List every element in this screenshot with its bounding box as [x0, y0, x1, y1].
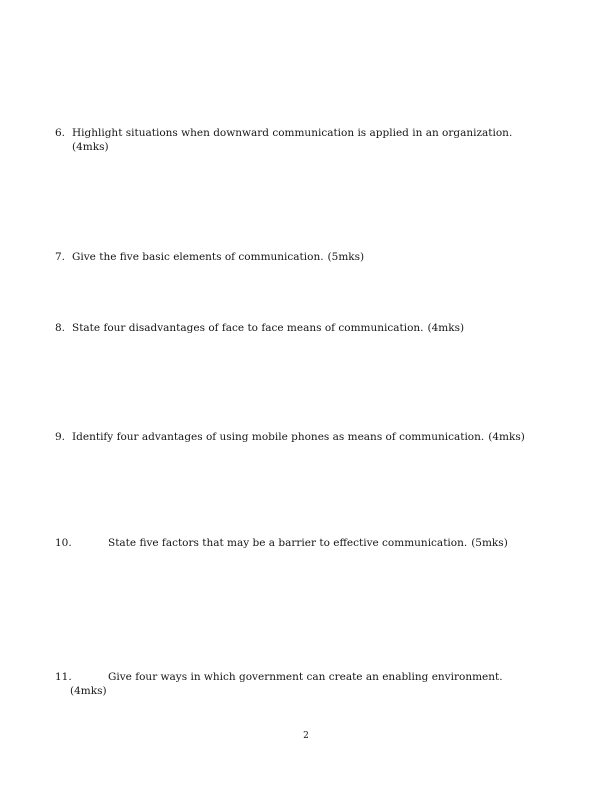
question-7-marks: (5mks) [327, 251, 365, 263]
question-9-number: 9. [55, 431, 66, 443]
question-9-marks: (4mks) [488, 431, 525, 443]
question-7 [55, 250, 571, 264]
question-9 [55, 430, 571, 444]
question-10-text-body: State five factors that may be a barrier to effective communication. [108, 537, 468, 549]
question-8-marks: (4mks) [427, 322, 465, 334]
question-10-line [55, 536, 571, 550]
question-6 [55, 126, 571, 154]
question-8-line [55, 321, 571, 335]
question-10-marks: (5mks) [471, 537, 508, 549]
question-9-text-body: Identify four advantages of using mobile phones as means of communication. [72, 431, 485, 443]
question-10-text [108, 536, 571, 550]
question-11 [55, 670, 571, 698]
question-11-line [55, 670, 571, 684]
question-9-line [55, 430, 571, 444]
question-8-text-body: State four disadvantages of face to face means of communication. [72, 322, 424, 334]
question-8-text [72, 321, 571, 335]
question-8 [55, 321, 571, 335]
question-11-text: Give four ways in which government can create an enabling environment. [108, 671, 503, 683]
question-6-text: Highlight situations when downward communication is applied in an organization. [72, 127, 513, 139]
question-7-text-body: Give the five basic elements of communication. [72, 251, 324, 263]
question-10 [55, 536, 571, 550]
question-7-line [55, 250, 571, 264]
question-6-line [55, 126, 571, 140]
question-11-number: 11. [55, 671, 72, 683]
question-7-number: 7. [55, 251, 66, 263]
question-8-number: 8. [55, 322, 66, 334]
question-10-number: 10. [55, 537, 72, 549]
question-6-number: 6. [55, 127, 66, 139]
question-6-marks: (4mks) [72, 141, 109, 153]
question-11-marks: (4mks) [70, 685, 107, 697]
page-number: 2 [303, 731, 309, 741]
question-7-text [72, 250, 571, 264]
question-9-text [72, 430, 571, 444]
